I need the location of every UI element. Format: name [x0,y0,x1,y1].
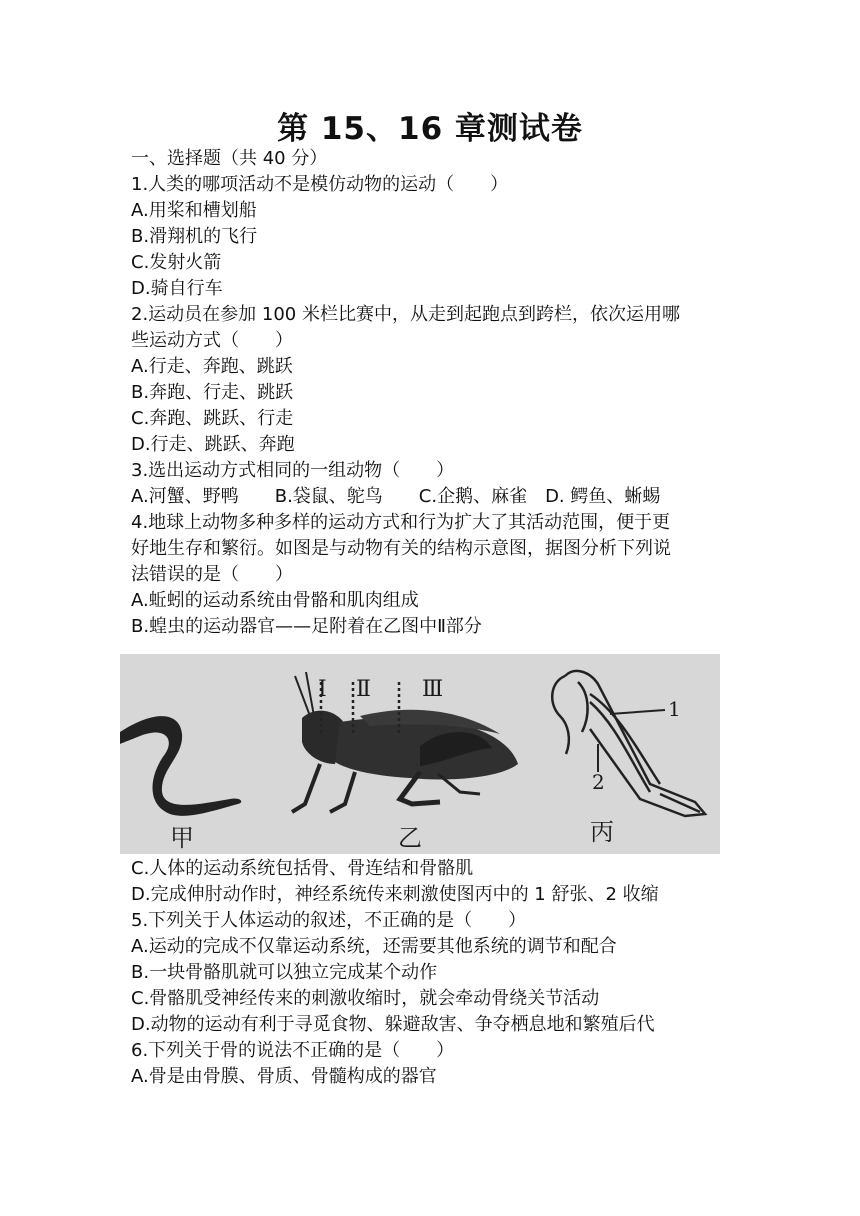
question-5-option-c: C.骨骼肌受神经传来的刺激收缩时，就会牵动骨绕关节活动 [131,988,600,1009]
muscle-label-1: 1 [668,697,681,721]
question-1-option-d: D.骑自行车 [131,278,223,299]
question-1-option-a: A.用桨和槽划船 [131,200,257,221]
question-5-option-a: A.运动的完成不仅靠运动系统，还需要其他系统的调节和配合 [131,936,617,957]
figure-drawing [120,654,720,854]
question-5: 5.下列关于人体运动的叙述，不正确的是（ ） [131,910,527,931]
question-4-line-3: 法错误的是（ ） [131,564,293,585]
question-4-line-1: 4.地球上动物多种多样的运动方式和行为扩大了其活动范围，便于更 [131,512,671,533]
question-1-option-c: C.发射火箭 [131,252,222,273]
question-2-line-2: 些运动方式（ ） [131,330,293,351]
section-heading: 一、选择题（共 40 分） [131,148,328,169]
label-yi: 乙 [398,824,422,852]
question-6-option-a: A.骨是由骨膜、骨质、骨髓构成的器官 [131,1066,437,1087]
segment-label-2: Ⅱ [356,677,371,702]
segment-label-3: Ⅲ [422,677,444,702]
question-2-line-1: 2.运动员在参加 100 米栏比赛中，从走到起跑点到跨栏，依次运用哪 [131,304,680,325]
question-2-option-c: C.奔跑、跳跃、行走 [131,408,294,429]
label-bing: 丙 [590,818,614,846]
question-4-option-b: B.蝗虫的运动器官——足附着在乙图中Ⅱ部分 [131,616,482,637]
question-1-option-b: B.滑翔机的飞行 [131,226,258,247]
structure-figure [120,654,720,854]
question-3: 3.选出运动方式相同的一组动物（ ） [131,460,455,481]
question-4-option-a: A.蚯蚓的运动系统由骨骼和肌肉组成 [131,590,419,611]
question-4-option-c: C.人体的运动系统包括骨、骨连结和骨骼肌 [131,858,474,879]
arm-diagram [552,671,705,816]
segment-label-1: Ⅰ [318,677,327,702]
question-2-option-d: D.行走、跳跃、奔跑 [131,434,295,455]
question-1: 1.人类的哪项活动不是模仿动物的运动（ ） [131,174,509,195]
label-jia: 甲 [170,824,194,852]
question-5-option-b: B.一块骨骼肌就可以独立完成某个动作 [131,962,438,983]
pointer-line-1 [610,710,665,714]
question-2-option-b: B.奔跑、行走、跳跃 [131,382,294,403]
muscle-label-2: 2 [592,770,605,794]
question-6: 6.下列关于骨的说法不正确的是（ ） [131,1040,455,1061]
question-2-option-a: A.行走、奔跑、跳跃 [131,356,293,377]
question-4-option-d: D.完成伸肘动作时，神经系统传来刺激使图丙中的 1 舒张、2 收缩 [131,884,659,905]
question-4-line-2: 好地生存和繁衍。如图是与动物有关的结构示意图，据图分析下列说 [131,538,671,559]
question-3-options: A.河蟹、野鸭 B.袋鼠、鸵鸟 C.企鹅、麻雀 D. 鳄鱼、蜥蜴 [131,486,661,507]
earthworm-shape [120,716,241,816]
page-title: 第 15、16 章测试卷 [277,111,583,147]
question-5-option-d: D.动物的运动有利于寻觅食物、躲避敌害、争夺栖息地和繁殖后代 [131,1014,655,1035]
